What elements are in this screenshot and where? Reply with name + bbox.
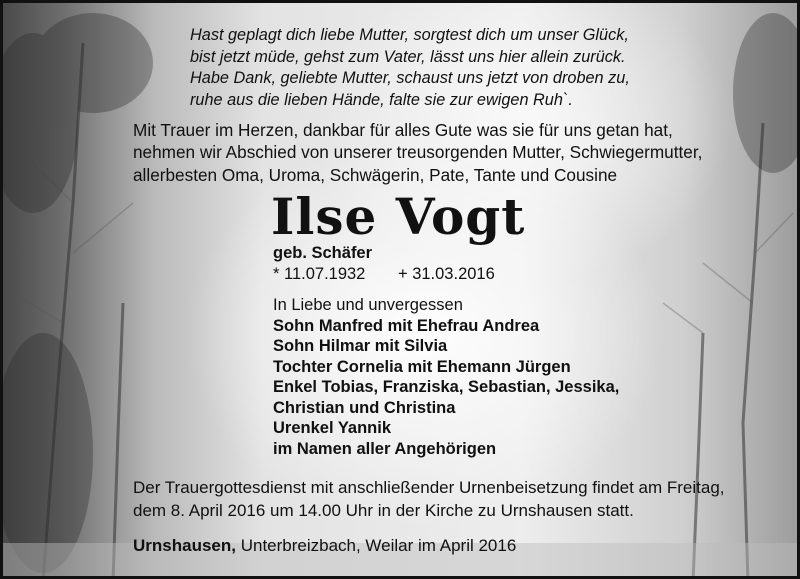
- mourner-line: Christian und Christina: [273, 398, 456, 417]
- poem-line: Habe Dank, geliebte Mutter, schaust uns jetzt von droben zu,: [190, 69, 630, 87]
- intro-line: Mit Trauer im Herzen, dankbar für alles Gute was sie für uns getan hat,: [133, 120, 673, 140]
- service-announcement: [133, 477, 725, 522]
- poem-verse: [190, 25, 630, 111]
- mourner-line: Sohn Manfred mit Ehefrau Andrea: [273, 316, 540, 335]
- intro-line: allerbesten Oma, Uroma, Schwägerin, Pate, Tante und Cousine: [133, 164, 618, 185]
- place-town: Urnshausen,: [133, 536, 236, 555]
- death-date: + 31.03.2016: [397, 265, 495, 283]
- mourners-heading: In Liebe und unvergessen: [273, 296, 463, 314]
- intro-paragraph: [133, 119, 702, 186]
- mourner-line: im Namen aller Angehörigen: [273, 439, 497, 458]
- mourner-line: Tochter Cornelia mit Ehemann Jürgen: [273, 357, 571, 376]
- mourner-line: Enkel Tobias, Franziska, Sebastian, Jessika,: [273, 378, 620, 396]
- poem-line: bist jetzt müde, gehst zum Vater, lässt uns hier allein zurück.: [190, 47, 626, 66]
- life-dates: [273, 265, 495, 284]
- birth-date: * 11.07.1932: [273, 265, 366, 283]
- poem-line: ruhe aus die lieben Hände, falte sie zur ewigen Ruh`.: [190, 90, 573, 109]
- birth-name: geb. Schäfer: [273, 244, 373, 262]
- place-rest: Unterbreizbach, Weilar im April 2016: [235, 536, 517, 555]
- poem-line: Hast geplagt dich liebe Mutter, sorgtest dich um unser Glück,: [190, 26, 629, 44]
- mourner-line: Sohn Hilmar mit Silvia: [273, 337, 448, 355]
- intro-line: nehmen wir Abschied von unserer treusorgenden Mutter, Schwiegermutter,: [133, 142, 703, 163]
- mourner-line: Urenkel Yannik: [273, 419, 392, 437]
- place-and-date: [133, 536, 516, 556]
- service-line: Der Trauergottesdienst mit anschließender Urnenbeisetzung findet am Freitag,: [133, 478, 725, 497]
- mourners-list: [273, 295, 619, 459]
- deceased-name: Ilse Vogt: [271, 187, 526, 246]
- service-line: dem 8. April 2016 um 14.00 Uhr in der Kirche zu Urnshausen statt.: [133, 500, 634, 520]
